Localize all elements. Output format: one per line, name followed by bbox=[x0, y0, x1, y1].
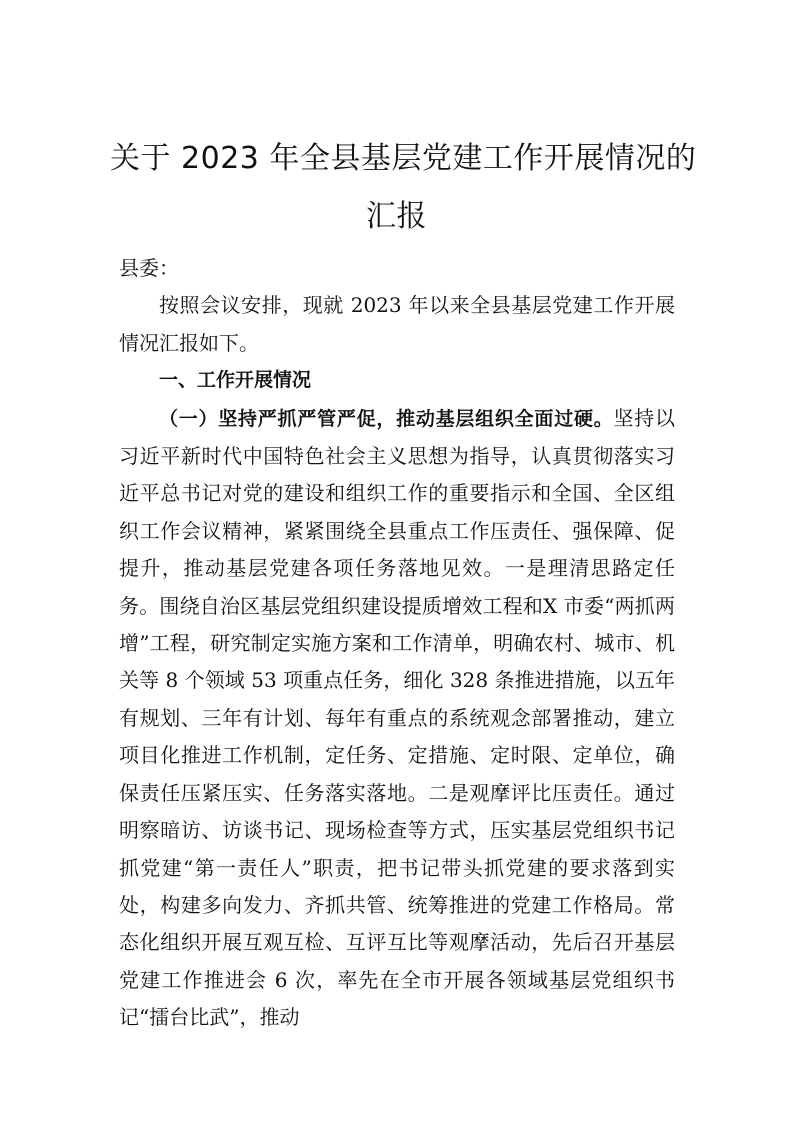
title-line-2: 汇报 bbox=[366, 199, 427, 234]
document-title bbox=[110, 130, 697, 246]
subsection-body: 坚持以习近平新时代中国特色社会主义思想为指导，认真贯彻落实习近平总书记对党的建设和组织工作的重要指示和全国、全区组织工作会议精神，紧紧围绕全县重点工作压责任、强保障、促提升，推动基层党建各项任务落地见效。一是理清思路定任务。围绕自治区基层党组织建设提质增效工程和X 市委“两抓两增”工程，研究制定实施方案和工作清单，明确农村、城市、机关等 8 个领域 53 项重点任务，细化 328 条推进措施，以五年有规划、三年有计划、每年有重点的系统观念部署推动，建立项目化推进工作机制，定任务、定措施、定时限、定单位，确保责任压紧压实、任务落实落地。二是观摩评比压责任。通过明察暗访、访谈书记、现场检查等方式，压实基层党组织书记抓党建“第一责任人”职责，把书记带头抓党建的要求落到实处，构建多向发力、齐抓共管、统筹推进的党建工作格局。常态化组织开展互观互检、互评互比等观摩活动，先后召开基层党建工作推进会 6 次，率先在全市开展各领域基层党组织书记“擂台比武”，推动 bbox=[119, 405, 675, 1030]
document-body bbox=[119, 250, 675, 1037]
title-line-1: 关于 2023 年全县基层党建工作开展情况的 bbox=[110, 141, 697, 176]
subsection-heading: （一）坚持严抓严管严促，推动基层组织全面过硬。 bbox=[159, 407, 614, 430]
salutation: 县委： bbox=[119, 256, 179, 280]
subsection-paragraph bbox=[119, 400, 675, 1037]
intro-paragraph: 按照会议安排，现就 2023 年以来全县基层党建工作开展情况汇报如下。 bbox=[119, 293, 675, 355]
section-heading: 一、工作开展情况 bbox=[159, 369, 312, 392]
